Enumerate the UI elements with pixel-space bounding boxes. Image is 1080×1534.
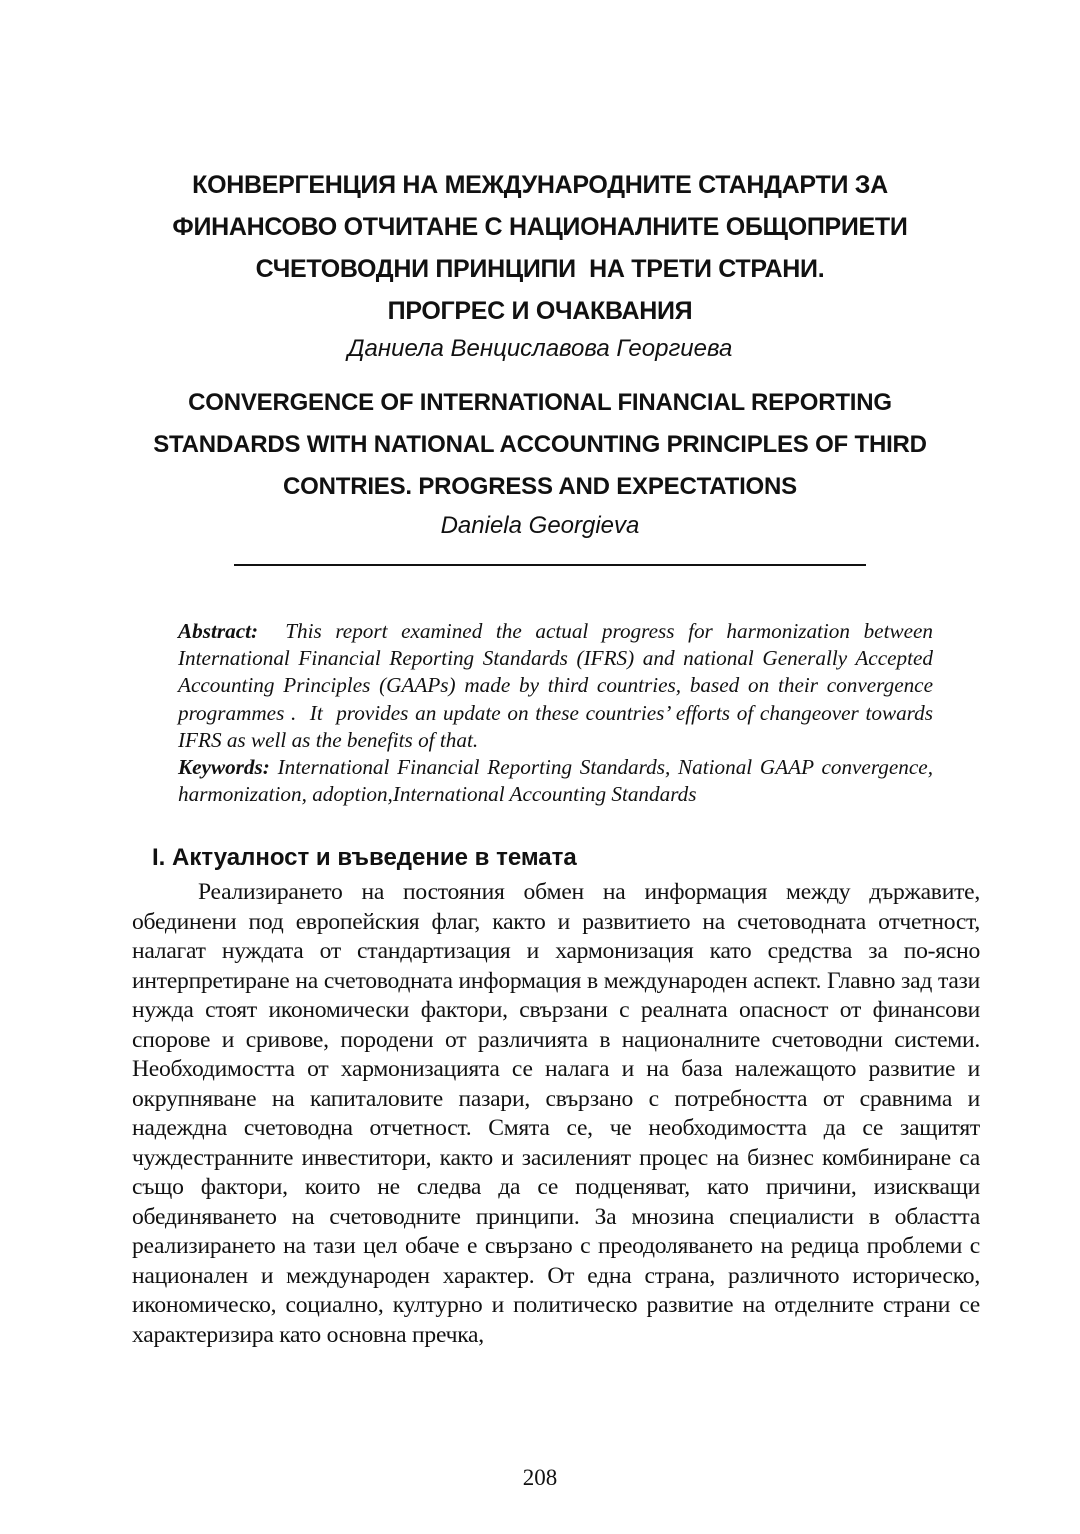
section-heading: I. Актуалност и въведение в темата (152, 844, 577, 871)
title-english-line: STANDARDS WITH NATIONAL ACCOUNTING PRINCIPLES OF THIRD (153, 431, 927, 458)
keywords-label: Keywords: (178, 755, 270, 780)
page-number: 208 (522, 1465, 558, 1490)
title-english-line: CONVERGENCE OF INTERNATIONAL FINANCIAL REPORTING (188, 389, 892, 416)
title-bulgarian-line: ПРОГРЕС И ОЧАКВАНИЯ (387, 297, 693, 325)
title-bulgarian-line: ФИНАНСОВО ОТЧИТАНЕ С НАЦИОНАЛНИТЕ ОБЩОПРИЕТИ (172, 213, 908, 241)
title-bulgarian (100, 164, 980, 332)
section-body-paragraph: Реализирането на постояния обмен на информация между държавите, обединени под европейския флаг, както и развитието на счетоводната отчетност, налагат нуждата от стандартизация и хармонизация като средства за по-ясно интерпретиране на счетоводната информация в международен аспект. Главно зад тази нужда стоят икономически фактори, свързани с реалната опасност от финансови спорове и сривове, породени от различията в националните счетоводни системи. Необходимостта от хармонизацията се налага и на база належащото развитие и окрупняване на капиталовите пазари, свързано с потребността от сравнима и надеждна счетоводна отчетност. Смята се, че необходимостта да се защитят чуждестранните инвеститори, както и засиленият процес на бизнес комбиниране са също фактори, които не следва да се подценяват, като причини, изискващи обединяването на счетоводните принципи. За мнозина специалисти в областта реализирането на тази цел обаче е свързано с преодоляването на редица проблеми с национален и международен характер. От една страна, различното историческо, икономическо, социално, културно и политическо развитие на отделните страни се характеризира като основна пречка, (132, 879, 980, 1348)
author-bulgarian: Даниела Венциславова Георгиева (347, 335, 733, 362)
abstract-label: Abstract: (178, 619, 259, 643)
keywords-paragraph (178, 754, 933, 808)
abstract-block (178, 618, 939, 808)
abstract-paragraph (178, 618, 939, 754)
title-english-line: CONTRIES. PROGRESS AND EXPECTATIONS (283, 473, 797, 500)
title-divider (234, 564, 866, 566)
author-english: Daniela Georgieva (440, 512, 640, 539)
abstract-text: This report examined the actual progress for harmonization between International Financial Reporting Standards (IFRS) and national Generally Accepted Accounting Principles (GAAPs) made by third countries, based on their convergence programmes . It provides an update on these countries’ efforts of changeover towards IFRS as well as the benefits of that. (178, 619, 939, 752)
title-bulgarian-line: СЧЕТОВОДНИ ПРИНЦИПИ НА ТРЕТИ СТРАНИ. (255, 255, 825, 283)
keywords-text: International Financial Reporting Standards, National GAAP convergence, harmonization, adoption,International Accounting Standards (178, 755, 933, 807)
title-english (100, 382, 980, 508)
title-bulgarian-line: КОНВЕРГЕНЦИЯ НА МЕЖДУНАРОДНИТЕ СТАНДАРТИ ЗА (192, 171, 888, 199)
